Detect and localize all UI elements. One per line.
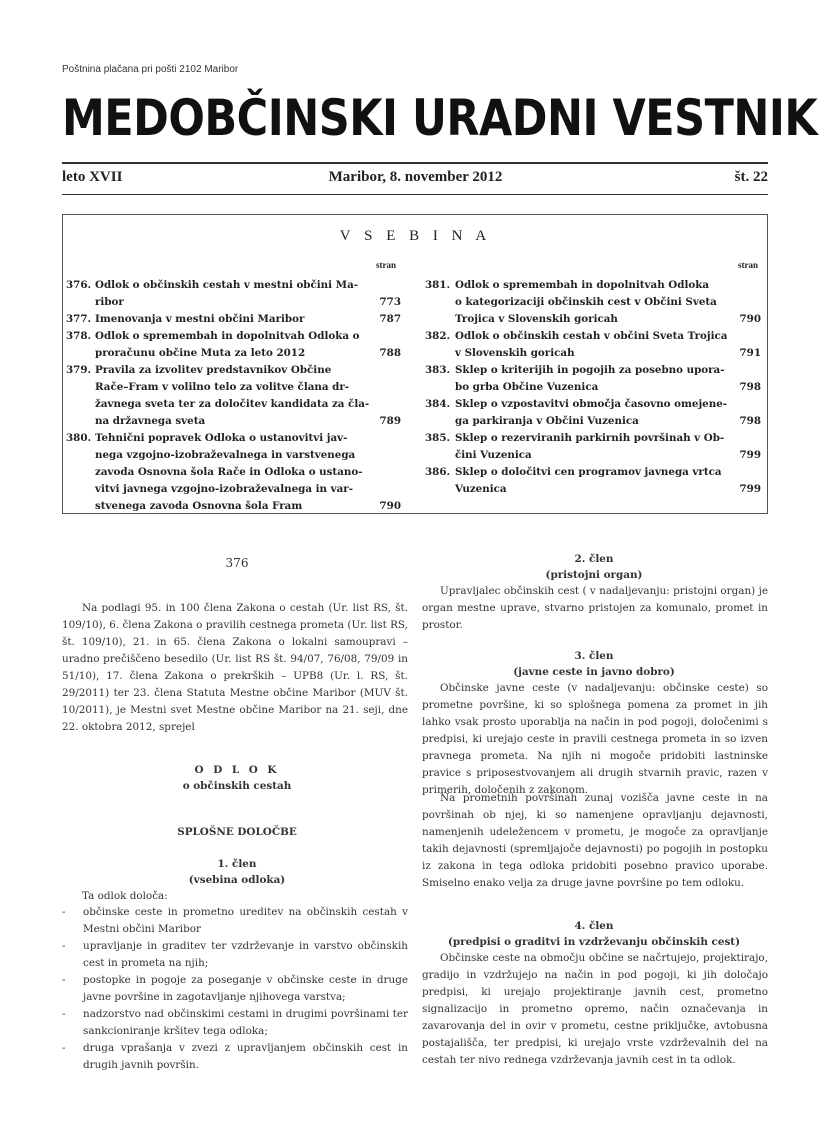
contents-heading: V S E B I N A <box>339 228 492 244</box>
toc-entry-title-line: ribor <box>95 296 124 308</box>
header-rule-top <box>62 162 768 164</box>
article-number: 376 <box>225 556 249 570</box>
toc-entry-title-line: Odlok o občinskih cestah v občini Sveta Trojica <box>455 330 728 342</box>
list-item: - upravljanje in graditev ter vzdrževanje in varstvo občinskih cest in prometa na njih; <box>62 938 408 972</box>
toc-left-column <box>66 277 404 512</box>
toc-entry[interactable] <box>425 430 765 464</box>
toc-entry-number: 385. <box>425 432 451 444</box>
toc-entry-page: 798 <box>739 415 761 427</box>
clen4-title: 4. člen <box>574 920 614 932</box>
clen1-subtitle: (vsebina odloka) <box>188 874 286 886</box>
clen3-subtitle: (javne ceste in javno dobro) <box>513 666 675 678</box>
toc-entry[interactable] <box>425 464 765 498</box>
toc-entry-number: 381. <box>425 279 451 291</box>
toc-entry-title-line: Sklep o kriterijih in pogojih za posebno upora- <box>455 364 725 376</box>
gazette-title: MEDOBČINSKI URADNI VESTNIK <box>62 90 818 148</box>
toc-entry-number: 376. <box>66 279 92 291</box>
header-rule-bottom <box>62 194 768 195</box>
toc-entry-number: 377. <box>66 313 92 325</box>
toc-entry-title-line: Sklep o vzpostavitvi območja časovno omejene- <box>455 398 728 410</box>
toc-entry-title-line: Pravila za izvolitev predstavnikov Občine <box>95 364 332 376</box>
toc-right-column <box>425 277 765 512</box>
toc-entry-title-line: nega vzgojno-izobraževalnega in varstvenega <box>95 449 356 461</box>
toc-entry[interactable] <box>425 396 765 430</box>
clen1-lead: Ta odlok določa: <box>82 890 168 902</box>
toc-entry-page: 787 <box>379 313 401 325</box>
toc-entry-title-line: o kategorizaciji občinskih cest v Občini Sveta <box>455 296 717 308</box>
toc-entry[interactable] <box>425 362 765 396</box>
toc-entry-title-line: Rače–Fram v volilno telo za volitve člana dr- <box>95 381 350 393</box>
year-label: leto XVII <box>62 169 123 185</box>
odlok-subtitle: o občinskih cestah <box>182 780 292 792</box>
toc-entry-title-line: Odlok o spremembah in dopolnitvah Odloka o <box>95 330 360 342</box>
toc-entry-page: 799 <box>739 449 761 461</box>
toc-entry-page: 773 <box>379 296 401 308</box>
toc-entry[interactable] <box>66 311 404 328</box>
clen2-subtitle: (pristojni organ) <box>545 569 643 581</box>
toc-entry-title-line: vitvi javnega vzgojno-izobraževalnega in var- <box>95 483 353 495</box>
toc-entry-title-line: Odlok o spremembah in dopolnitvah Odloka <box>455 279 710 291</box>
toc-entry-number: 379. <box>66 364 92 376</box>
page-label-right: stran <box>738 260 758 270</box>
clen2-text: Upravljalec občinskih cest ( v nadaljevanju: pristojni organ) je organ mestne uprave, stvarno pristojen za komunalo, promet in prostor. <box>422 585 768 631</box>
toc-entry-page: 788 <box>379 347 401 359</box>
toc-entry-page: 791 <box>739 347 761 359</box>
odlok-title: O D L O K <box>194 764 280 776</box>
toc-entry[interactable] <box>425 328 765 362</box>
toc-entry-page: 789 <box>379 415 401 427</box>
place-date: Maribor, 8. november 2012 <box>328 169 503 185</box>
toc-entry-title-line: zavoda Osnovna šola Rače in Odloka o ustano- <box>95 466 363 478</box>
toc-entry-title-line: bo grba Občine Vuzenica <box>455 381 599 393</box>
page-label-left: stran <box>376 260 396 270</box>
toc-entry[interactable] <box>66 328 404 362</box>
list-item: - druga vprašanja v zvezi z upravljanjem občinskih cest in drugih javnih površin. <box>62 1040 408 1074</box>
toc-entry-number: 378. <box>66 330 92 342</box>
toc-entry-number: 383. <box>425 364 451 376</box>
toc-entry-title-line: ga parkiranja v Občini Vuzenica <box>455 415 639 427</box>
toc-entry-number: 382. <box>425 330 451 342</box>
clen4-text: Občinske ceste na območju občine se načrtujejo, projektirajo, gradijo in vzdržujejo na način in pod pogoji, ki jih določajo predpisi, ki urejajo projektiranje javnih cest, prometno signalizacijo in prometno opremo, način označevanja in zavarovanja del in ovir v prometu, cestne priključke, avtobusna postajališča, ter predpisi, ki urejajo vrste vzdrževalnih del na cestah ter nivo rednega vzdrževanja javnih cest in ta odlok. <box>422 952 768 1066</box>
toc-entry-title-line: Trojica v Slovenskih goricah <box>455 313 618 325</box>
toc-entry-page: 798 <box>739 381 761 393</box>
toc-entry-title-line: Sklep o določitvi cen programov javnega vrtca <box>455 466 722 478</box>
toc-entry-number: 384. <box>425 398 451 410</box>
clen3-title: 3. člen <box>574 650 614 662</box>
issue-number: št. 22 <box>734 169 768 185</box>
toc-entry[interactable] <box>425 277 765 328</box>
toc-entry-title-line: Vuzenica <box>455 483 507 495</box>
postage-note: Poštnina plačana pri pošti 2102 Maribor <box>62 64 239 75</box>
toc-entry[interactable] <box>66 277 404 311</box>
toc-entry[interactable] <box>66 362 404 430</box>
toc-entry-page: 790 <box>379 500 401 512</box>
toc-entry-title-line: Imenovanja v mestni občini Maribor <box>95 313 305 325</box>
section-heading: SPLOŠNE DOLOČBE <box>177 826 297 838</box>
toc-entry-number: 386. <box>425 466 451 478</box>
clen2-title: 2. člen <box>574 553 614 565</box>
toc-entry-title-line: na državnega sveta <box>95 415 206 427</box>
toc-entry[interactable] <box>66 430 404 515</box>
toc-entry-title-line: proračunu občine Muta za leto 2012 <box>95 347 306 359</box>
clen1-title: 1. člen <box>217 858 257 870</box>
toc-entry-title-line: žavnega sveta ter za določitev kandidata za čla- <box>95 398 370 410</box>
clen3-paragraph-1: Občinske javne ceste (v nadaljevanju: občinske ceste) so prometne površine, ki so splošnega pomena za promet in jih lahko vsak prosto uporablja na način in pod pogoji, določenimi s predpisi, ki urejajo ceste in pravili cestnega prometa in so izven pravnega prometa. Na njih ni mogoče pridobiti lastninske pravice s priposestvovanjem ali drugih stvarnih pravic, razen v primerih, določenih z zakonom. <box>422 682 768 796</box>
clen1-list <box>62 904 408 1074</box>
intro-paragraph: Na podlagi 95. in 100 člena Zakona o cestah (Ur. list RS, št. 109/10), 6. člena Zakona o pravilih cestnega prometa (Ur. list RS, št. 109/10), 21. in 65. člena Zakona o lokalni samoupravi – uradno prečiščeno besedilo (Ur. list RS št. 94/07, 76/08, 79/09 in 51/10), 17. člena Zakona o prekrških – UPB8 (Ur. l. RS, št. 29/2011) ter 23. člena Statuta Mestne občine Maribor (MUV št. 10/2011), je Mestni svet Mestne občine Maribor na 21. seji, dne 22. oktobra 2012, sprejel <box>62 602 408 733</box>
clen3-paragraph-2: Na prometnih površinah zunaj vozišča javne ceste in na površinah ob njej, ki so namenjene opravljanju dejavnosti, namenjenih udeležencem v prometu, je mogoče za opravljanje takih dejavnosti (spremljajoče dejavnosti) po pogojih in postopku iz zakona in tega odloka pridobiti posebno pravico uporabe. Smiselno enako velja za druge javne površine po tem odloku. <box>422 792 768 889</box>
toc-entry-number: 380. <box>66 432 92 444</box>
toc-entry-title-line: čini Vuzenica <box>455 449 532 461</box>
list-item: - občinske ceste in prometno ureditev na občinskih cestah v Mestni občini Maribor <box>62 904 408 938</box>
toc-entry-title-line: Tehnični popravek Odloka o ustanovitvi jav- <box>95 432 348 444</box>
list-item: - postopke in pogoje za poseganje v občinske ceste in druge javne površine in zagotavljanje njihovega varstva; <box>62 972 408 1006</box>
toc-entry-title-line: v Slovenskih goricah <box>455 347 575 359</box>
clen4-subtitle: (predpisi o graditvi in vzdrževanju občinskih cest) <box>447 936 741 948</box>
toc-entry-title-line: stvenega zavoda Osnovna šola Fram <box>95 500 303 512</box>
toc-entry-title-line: Odlok o občinskih cestah v mestni občini Ma- <box>95 279 359 291</box>
list-item: - nadzorstvo nad občinskimi cestami in drugimi površinami ter sankcioniranje kršitev tega odloka; <box>62 1006 408 1040</box>
toc-entry-page: 790 <box>739 313 761 325</box>
toc-entry-page: 799 <box>739 483 761 495</box>
toc-entry-title-line: Sklep o rezerviranih parkirnih površinah v Ob- <box>455 432 725 444</box>
